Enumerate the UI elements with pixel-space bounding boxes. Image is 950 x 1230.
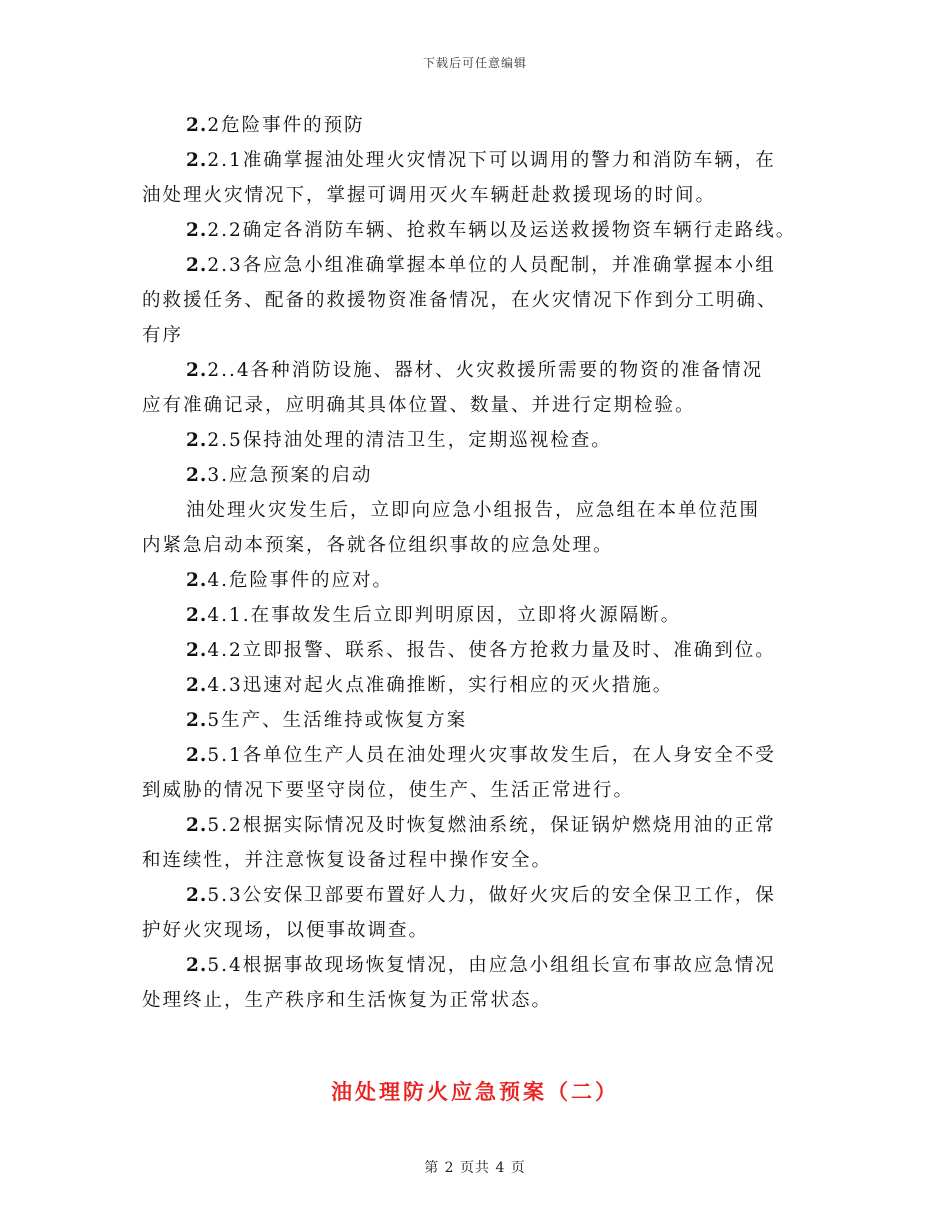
line-text: 2..4各种消防设施、器材、火灾救援所需要的物资的准备情况 [207, 360, 764, 381]
paragraph-line [142, 738, 822, 773]
document-title: 油处理防火应急预案（二） [331, 1079, 619, 1104]
paragraph-line [142, 598, 822, 633]
line-text: 护好火灾现场，以便事故调查。 [142, 920, 430, 941]
paragraph-line [142, 248, 822, 283]
line-text: 2.2确定各消防车辆、抢救车辆以及运送救援物资车辆行走路线。 [207, 220, 797, 241]
document-body [142, 108, 822, 1018]
paragraph-line [142, 878, 822, 913]
line-text: 3.应急预案的启动 [207, 465, 373, 486]
clause-number: 2. [186, 430, 208, 451]
paragraph-line [142, 283, 822, 318]
paragraph-line [142, 318, 822, 353]
paragraph-line [142, 353, 822, 388]
line-text: 5.4根据事故现场恢复情况，由应急小组组长宣布事故应急情况 [207, 955, 776, 976]
clause-number: 2. [186, 815, 208, 836]
line-text: 2.5保持油处理的清洁卫生，定期巡视检查。 [207, 430, 612, 451]
line-text: 到威胁的情况下要坚守岗位，使生产、生活正常进行。 [142, 780, 635, 801]
paragraph-line [142, 948, 822, 983]
clause-number: 2. [186, 710, 208, 731]
paragraph-line [142, 528, 822, 563]
paragraph-line [142, 983, 822, 1018]
clause-number: 2. [186, 220, 208, 241]
line-text: 的救援任务、配备的救援物资准备情况，在火灾情况下作到分工明确、 [142, 290, 778, 311]
line-text: 处理终止，生产秩序和生活恢复为正常状态。 [142, 990, 553, 1011]
clause-number: 2. [186, 115, 208, 136]
line-text: 2危险事件的预防 [207, 115, 365, 136]
section-heading [142, 703, 822, 738]
line-text: 4.2立即报警、联系、报告、使各方抢救力量及时、准确到位。 [207, 640, 776, 661]
paragraph-line [142, 633, 822, 668]
clause-number: 2. [186, 885, 208, 906]
line-text: 4.1.在事故发生后立即判明原因，立即将火源隔断。 [207, 605, 682, 626]
line-text: 和连续性，并注意恢复设备过程中操作安全。 [142, 850, 553, 871]
line-text: 有序 [142, 325, 184, 346]
paragraph-line [142, 773, 822, 808]
paragraph-line [142, 493, 822, 528]
paragraph-line [142, 213, 822, 248]
line-text: 4.危险事件的应对。 [207, 570, 393, 591]
line-text: 5生产、生活维持或恢复方案 [207, 710, 468, 731]
clause-number: 2. [186, 675, 208, 696]
line-text: 5.2根据实际情况及时恢复燃油系统，保证锅炉燃烧用油的正常 [207, 815, 776, 836]
page-header: 下载后可任意编辑 [422, 56, 527, 70]
paragraph-line [142, 388, 822, 423]
paragraph-line [142, 913, 822, 948]
line-text: 油处理火灾发生后，立即向应急小组报告，应急组在本单位范围 [186, 500, 761, 521]
clause-number: 2. [186, 150, 208, 171]
paragraph-line [142, 668, 822, 703]
page-footer: 第 2 页共 4 页 [424, 1160, 526, 1176]
clause-number: 2. [186, 570, 208, 591]
line-text: 2.3各应急小组准确掌握本单位的人员配制，并准确掌握本小组 [207, 255, 776, 276]
paragraph-line [142, 178, 822, 213]
line-text: 2.1准确掌握油处理火灾情况下可以调用的警力和消防车辆，在 [207, 150, 776, 171]
clause-number: 2. [186, 955, 208, 976]
paragraph-line [142, 423, 822, 458]
line-text: 油处理火灾情况下，掌握可调用灭火车辆赶赴救援现场的时间。 [142, 185, 717, 206]
line-text: 4.3迅速对起火点准确推断，实行相应的灭火措施。 [207, 675, 674, 696]
paragraph-line [142, 108, 822, 143]
section-heading [142, 563, 822, 598]
line-text: 5.3公安保卫部要布置好人力，做好火灾后的安全保卫工作，保 [207, 885, 776, 906]
clause-number: 2. [186, 360, 208, 381]
clause-number: 2. [186, 255, 208, 276]
paragraph-line [142, 843, 822, 878]
clause-number: 2. [186, 640, 208, 661]
clause-number: 2. [186, 605, 208, 626]
clause-number: 2. [186, 465, 208, 486]
clause-number: 2. [186, 745, 208, 766]
section-heading [142, 458, 822, 493]
line-text: 5.1各单位生产人员在油处理火灾事故发生后，在人身安全不受 [207, 745, 776, 766]
line-text: 内紧急启动本预案，各就各位组织事故的应急处理。 [142, 535, 614, 556]
paragraph-line [142, 143, 822, 178]
paragraph-line [142, 808, 822, 843]
line-text: 应有准确记录，应明确其具体位置、数量、并进行定期检验。 [142, 395, 696, 416]
